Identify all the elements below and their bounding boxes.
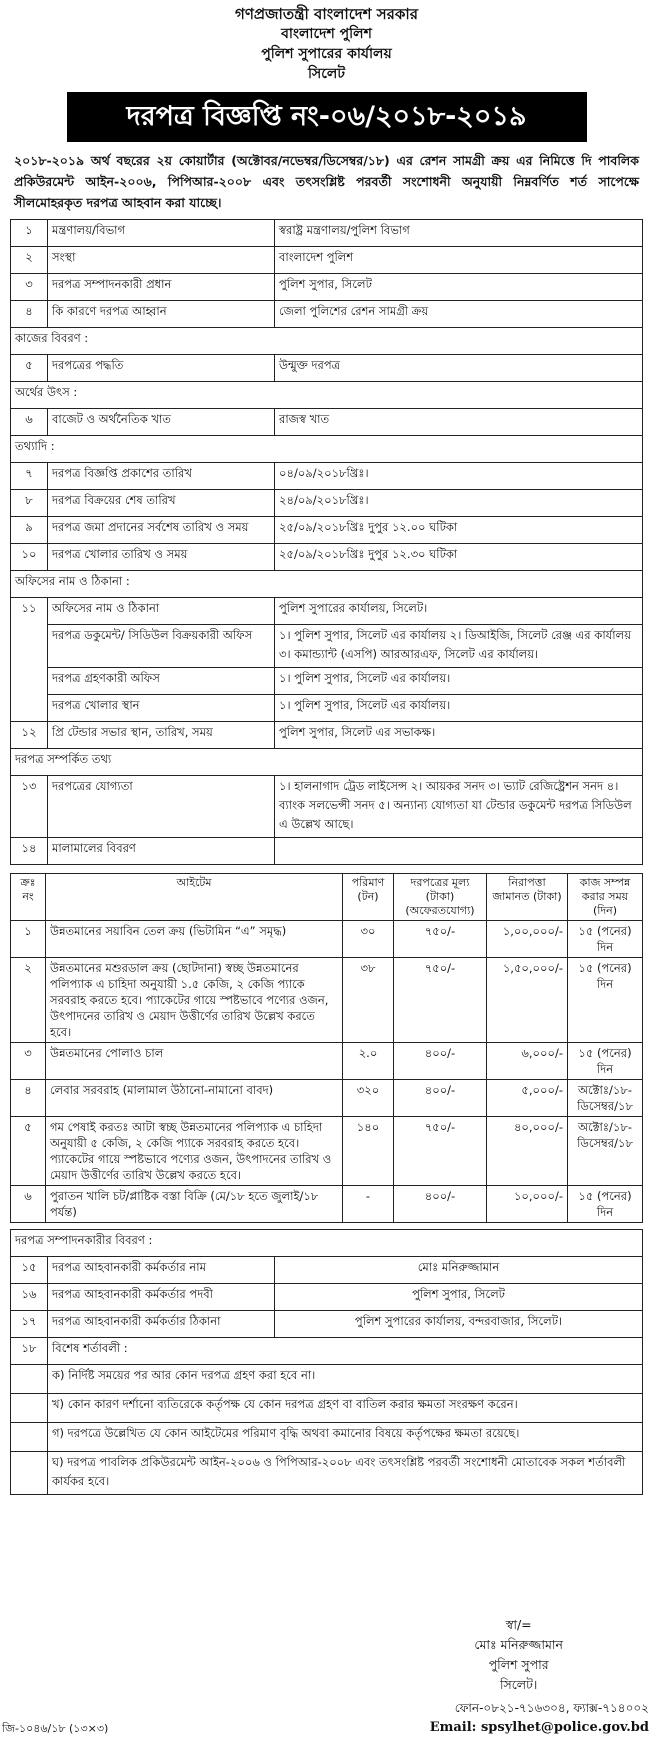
- info-row: [11, 517, 643, 544]
- info-row: [11, 355, 643, 382]
- info-row: [11, 463, 643, 490]
- item-time: অক্টোঃ/১৮-ডিসেম্বর/১৮: [568, 1117, 643, 1186]
- row-number: ১০: [11, 544, 48, 571]
- signer-name: মোঃ মনিরুজ্জামান: [474, 1637, 563, 1652]
- tender-notice: [10, 4, 643, 1495]
- row-value: ২৪/০৯/২০১৮খ্রিঃ।: [275, 490, 643, 517]
- item-price: ৪০০/-: [394, 1043, 487, 1080]
- row-label: মন্ত্রণালয়/বিভাগ: [48, 220, 275, 247]
- condition-row: [11, 1423, 643, 1452]
- row-number: ১৪: [11, 838, 48, 865]
- item-price: ৪০০/-: [394, 1080, 487, 1117]
- condition-row: [11, 1394, 643, 1423]
- info-row: [11, 598, 643, 625]
- phone-fax: ফোন-০৮২১-৭১৬৩০৪, ফ্যাক্স-৭১৪০০২: [454, 1701, 649, 1715]
- col-time: কাজ সম্পন্ন করার সময় (দিন): [568, 874, 643, 921]
- row-value: পুলিশ সুপার, সিলেট এর সভাকক্ষ।: [275, 722, 643, 749]
- officer-address: পুলিশ সুপারের কার্যালয়, বন্দরবাজার, সিলেট।: [275, 1311, 643, 1338]
- contact-block: [430, 1700, 649, 1735]
- letterhead: [10, 4, 643, 84]
- row-value: রাজস্ব খাত: [275, 409, 643, 436]
- condition-row: [11, 1452, 643, 1495]
- info-row: [11, 1311, 643, 1338]
- row-label: দরপত্র বিক্রয়ের শেষ তারিখ: [48, 490, 275, 517]
- col-security: নিরাপত্তা জামানত (টাকা): [487, 874, 568, 921]
- row-value: ১। হালনাগাদ ট্রেড লাইসেন্স ২। আয়কর সনদ ৩। ভ্যাট রেজিষ্ট্রেশন সনদ ৪। ব্যাংক সলভেন্সী সনদ ৫। অন্যান্য যোগ্যতা যা টেন্ডার ডকুমেন্ট দরপত্র সিডিউল এ উল্লেখ আছে।: [275, 776, 643, 838]
- row-number: ১৬: [11, 1284, 48, 1311]
- row-label: দরপত্র আহবানকারী কর্মকর্তার ঠিকানা: [48, 1311, 275, 1338]
- item-description: উন্নতমানের পোলাও চাল: [46, 1043, 343, 1080]
- row-label: দরপত্র আহবানকারী কর্মকর্তার পদবী: [48, 1284, 275, 1311]
- row-label: প্রি টেন্ডার সভার স্থান, তারিখ, সময়: [48, 722, 275, 749]
- row-value: উন্মুক্ত দরপত্র: [275, 355, 643, 382]
- row-value: পুলিশ সুপার, সিলেট: [275, 274, 643, 301]
- row-label: দরপত্রের যোগ্যতা: [48, 776, 275, 838]
- info-row: [11, 625, 643, 668]
- item-quantity: ১৪০: [343, 1117, 394, 1186]
- item-security: ১০,০০০/-: [487, 1186, 568, 1223]
- officer-name: মোঃ মনিরুজ্জামান: [275, 1257, 643, 1284]
- tender-info-table: [10, 219, 643, 865]
- section-heading: দরপত্র সম্পাদনকারীর বিবরণ :: [11, 1230, 643, 1257]
- row-number: ১২: [11, 722, 48, 749]
- row-label: দরপত্র গ্রহণকারী অফিস: [48, 668, 275, 695]
- row-value: ১। পুলিশ সুপার, সিলেট এর কার্যালয়।: [275, 695, 643, 722]
- row-value: পুলিশ সুপারের কার্যালয়, সিলেট।: [275, 598, 643, 625]
- condition-item: ক) নির্দিষ্ট সময়ের পর আর কোন দরপত্র গ্রহণ করা হবে না।: [48, 1365, 643, 1394]
- item-price: ৭৫০/-: [394, 1117, 487, 1186]
- row-number: ১৭: [11, 1311, 48, 1338]
- info-row: [11, 1338, 643, 1365]
- table-row: [11, 921, 643, 958]
- condition-item: খ) কোন কারণ দর্শানো ব্যতিরেকে কর্তৃপক্ষ যে কোন দরপত্র গ্রহণ বা বাতিল করার ক্ষমতা সংরক্ষণ করেন।: [48, 1394, 643, 1423]
- info-row: [11, 490, 643, 517]
- section-heading: কাজের বিবরণ :: [11, 328, 643, 355]
- department-name: বাংলাদেশ পুলিশ: [281, 26, 372, 42]
- row-value: ২৫/০৯/২০১৮খ্রিঃ দুপুর ১২.৩০ ঘটিকা: [275, 544, 643, 571]
- item-description: পুরাতন খালি চট/প্লাষ্টিক বস্তা বিক্রি (মে/১৮ হতে জুলাই/১৮ পর্যন্ত): [46, 1186, 343, 1223]
- info-row: [11, 776, 643, 838]
- section-heading-row: [11, 382, 643, 409]
- item-security: ১,৫০,০০০/-: [487, 958, 568, 1043]
- info-row: [11, 722, 643, 749]
- row-number: ৮: [11, 490, 48, 517]
- row-value: বাংলাদেশ পুলিশ: [275, 247, 643, 274]
- row-label: দরপত্র জমা প্রদানের সর্বশেষ তারিখ ও সময়: [48, 517, 275, 544]
- row-number: ৬: [11, 409, 48, 436]
- row-number: ৭: [11, 463, 48, 490]
- item-description: লেবার সরবরাহ (মালামাল উঠানো-নামানো বাবদ): [46, 1080, 343, 1117]
- info-row: [11, 301, 643, 328]
- table-row: [11, 1043, 643, 1080]
- table-row: [11, 1186, 643, 1223]
- row-number: ১৫: [11, 1257, 48, 1284]
- condition-item: ঘ) দরপত্র পাবলিক প্রকিউরমেন্ট আইন-২০০৬ ও পিপিআর-২০০৮ এবং তৎসংশ্লিষ্ট পরবর্তী সংশোধনী মোতাবেক সকল শর্তাবলী কার্যকর হবে।: [48, 1452, 643, 1495]
- signature-mark: স্বা/=: [505, 1617, 532, 1632]
- section-heading: দরপত্র সম্পর্কিত তথ্য: [11, 749, 643, 776]
- item-quantity: -: [343, 1186, 394, 1223]
- row-label: বাজেট ও অর্থনৈতিক খাত: [48, 409, 275, 436]
- item-quantity: ৩০: [343, 921, 394, 958]
- item-serial: ৫: [11, 1117, 46, 1186]
- item-price: ৭৫০/-: [394, 958, 487, 1043]
- government-name: গণপ্রজাতন্ত্রী বাংলাদেশ সরকার: [235, 5, 418, 23]
- section-heading-row: [11, 749, 643, 776]
- section-heading: অফিসের নাম ও ঠিকানা :: [11, 571, 643, 598]
- reference-number: জি-১০৪৬/১৮ (১৩×৩): [2, 1722, 109, 1735]
- item-serial: ১: [11, 921, 46, 958]
- item-security: ১,০০,০০০/-: [487, 921, 568, 958]
- item-time: অক্টোঃ/১৮-ডিসেম্বর/১৮: [568, 1080, 643, 1117]
- row-label: দরপত্র সম্পাদনকারী প্রধান: [48, 274, 275, 301]
- col-quantity: পরিমাণ (টন): [343, 874, 394, 921]
- row-value: [275, 838, 643, 865]
- section-heading-row: [11, 328, 643, 355]
- row-number: ৯: [11, 517, 48, 544]
- item-serial: ২: [11, 958, 46, 1043]
- row-number: ১: [11, 220, 48, 247]
- section-heading: অর্থের উৎস :: [11, 382, 643, 409]
- info-row: [11, 220, 643, 247]
- row-label: দরপত্র ডকুমেন্ট/ সিডিউল বিক্রয়কারী অফিস: [48, 625, 275, 668]
- item-quantity: ৩২০: [343, 1080, 394, 1117]
- conditions-heading: বিশেষ শর্তাবলী :: [48, 1338, 643, 1365]
- row-number: ১৮: [11, 1338, 48, 1365]
- row-label: দরপত্র আহবানকারী কর্মকর্তার নাম: [48, 1257, 275, 1284]
- signer-designation: পুলিশ সুপার: [488, 1657, 549, 1672]
- signer-place: সিলেট।: [499, 1677, 538, 1692]
- item-serial: ৩: [11, 1043, 46, 1080]
- table-row: [11, 1080, 643, 1117]
- row-value: ১। পুলিশ সুপার, সিলেট এর কার্যালয়।: [275, 668, 643, 695]
- section-heading-row: [11, 571, 643, 598]
- row-label: সংস্থা: [48, 247, 275, 274]
- row-label: মালামালের বিবরণ: [48, 838, 275, 865]
- row-number: ৩: [11, 274, 48, 301]
- item-price: ৪০০/-: [394, 1186, 487, 1223]
- info-row: [11, 1257, 643, 1284]
- table-row: [11, 958, 643, 1043]
- info-row: [11, 274, 643, 301]
- signature-block: [0, 1615, 633, 1695]
- info-row: [11, 838, 643, 865]
- row-value: স্বরাষ্ট্র মন্ত্রণালয়/পুলিশ বিভাগ: [275, 220, 643, 247]
- item-quantity: ২.০: [343, 1043, 394, 1080]
- official-info-table: [10, 1229, 643, 1495]
- col-item: আইটেম: [46, 874, 343, 921]
- row-number: ৪: [11, 301, 48, 328]
- item-time: ১৫ (পনের) দিন: [568, 921, 643, 958]
- row-value: জেলা পুলিশের রেশন সামগ্রী ক্রয়: [275, 301, 643, 328]
- row-label: দরপত্রের পদ্ধতি: [48, 355, 275, 382]
- section-heading-row: [11, 436, 643, 463]
- info-row: [11, 1284, 643, 1311]
- item-security: ৪০,০০০/-: [487, 1117, 568, 1186]
- notice-title-banner: দরপত্র বিজ্ঞপ্তি নং-০৬/২০১৮-২০১৯: [67, 92, 587, 142]
- row-label: দরপত্র বিজ্ঞপ্তি প্রকাশের তারিখ: [48, 463, 275, 490]
- row-number: ৫: [11, 355, 48, 382]
- email-address: Email: spsylhet@police.gov.bd: [429, 1720, 649, 1735]
- row-number: ১১: [11, 598, 48, 722]
- office-name: পুলিশ সুপারের কার্যালয়: [261, 46, 392, 62]
- item-time: ১৫ (পনের) দিন: [568, 1043, 643, 1080]
- row-label: দরপত্র খোলার স্থান: [48, 695, 275, 722]
- item-description: উন্নতমানের মশুরডাল ক্রয় (ছোটদানা) স্বচ্ছ উন্নতমানের পলিপ্যাক এ চাহিদা অনুযায়ী ১.৫ কেজি, ২ কেজি প্যাকে সরবরাহ করতে হবে। প্যাকেটের গায়ে স্পষ্টভাবে পণ্যের ওজন, উৎপাদনের তারিখ ও মেয়াদ উত্তীর্ণের তারিখ উল্লেখ করতে হবে।: [46, 958, 343, 1043]
- col-price: দরপত্রের মূল্য (টাকা) (অফেরতযোগ্য): [394, 874, 487, 921]
- row-number: ২: [11, 247, 48, 274]
- officer-designation: পুলিশ সুপার, সিলেট: [275, 1284, 643, 1311]
- item-description: গম পেষাই করতঃ আটা স্বচ্ছ উন্নতমানের পলিপ্যাক এ চাহিদা অনুযায়ী ৫ কেজি, ২ কেজি প্যাকে সরবরাহ করতে হবে। প্যাকেটের গায়ে স্পষ্টভাবে পণ্যের ওজন, উৎপাদনের তারিখ ও মেয়াদ উত্তীর্ণের তারিখ উল্লেখ করতে হবে।: [46, 1117, 343, 1186]
- row-label: অফিসের নাম ও ঠিকানা: [48, 598, 275, 625]
- table-row: [11, 1117, 643, 1186]
- row-label: দরপত্র খোলার তারিখ ও সময়: [48, 544, 275, 571]
- item-time: ১৫ (পনের) দিন: [568, 1186, 643, 1223]
- info-row: [11, 544, 643, 571]
- row-value: ০৪/০৯/২০১৮খ্রিঃ।: [275, 463, 643, 490]
- condition-item: গ) দরপত্রে উল্লেখিত যে কোন আইটেমের পরিমাণ বৃদ্ধি অথবা কমানোর বিষয়ে কর্তৃপক্ষের ক্ষমতা রয়েছে।: [48, 1423, 643, 1452]
- row-value: ১। পুলিশ সুপার, সিলেট এর কার্যালয় ২। ডিআইজি, সিলেট রেঞ্জ এর কার্যালয় ৩। কমান্ড্যান্ট (এসপি) আরআরএফ, সিলেট এর কার্যালয়।: [275, 625, 643, 668]
- items-header-row: [11, 874, 643, 921]
- info-row: [11, 668, 643, 695]
- info-row: [11, 409, 643, 436]
- intro-paragraph: ২০১৮-২০১৯ অর্থ বছরের ২য় কোয়ার্টার (অক্টোবর/নভেম্বর/ডিসেম্বর/১৮) এর রেশন সামগ্রী ক্রয় এর নিমিত্তে দি পাবলিক প্রকিউরমেন্ট আইন-২০০৬, পিপিআর-২০০৮ এবং তৎসংশ্লিষ্ট পরবর্তী সংশোধনী অনুযায়ী নিম্নবর্ণিত শর্ত সাপেক্ষে সীলমোহরকৃত দরপত্র আহবান করা যাচ্ছে।: [14, 153, 639, 210]
- item-price: ৭৫০/-: [394, 921, 487, 958]
- row-number: ১৩: [11, 776, 48, 838]
- row-label: কি কারণে দরপত্র আহ্বান: [48, 301, 275, 328]
- item-security: ৬,০০০/-: [487, 1043, 568, 1080]
- item-quantity: ৩৮: [343, 958, 394, 1043]
- office-location: সিলেট: [308, 66, 345, 82]
- items-table: [10, 873, 643, 1223]
- item-serial: ৪: [11, 1080, 46, 1117]
- info-row: [11, 247, 643, 274]
- col-serial: ক্রঃ নং: [11, 874, 46, 921]
- row-value: ২৫/০৯/২০১৮খ্রিঃ দুপুর ১২.০০ ঘটিকা: [275, 517, 643, 544]
- item-description: উন্নতমানের সয়াবিন তেল ক্রয় (ভিটামিন “এ” সমৃদ্ধ): [46, 921, 343, 958]
- condition-row: [11, 1365, 643, 1394]
- info-row: [11, 695, 643, 722]
- section-heading: তথ্যাদি :: [11, 436, 643, 463]
- section-heading-row: [11, 1230, 643, 1257]
- item-time: ১৫ (পনের) দিন: [568, 958, 643, 1043]
- item-serial: ৬: [11, 1186, 46, 1223]
- item-security: ৫,০০০/-: [487, 1080, 568, 1117]
